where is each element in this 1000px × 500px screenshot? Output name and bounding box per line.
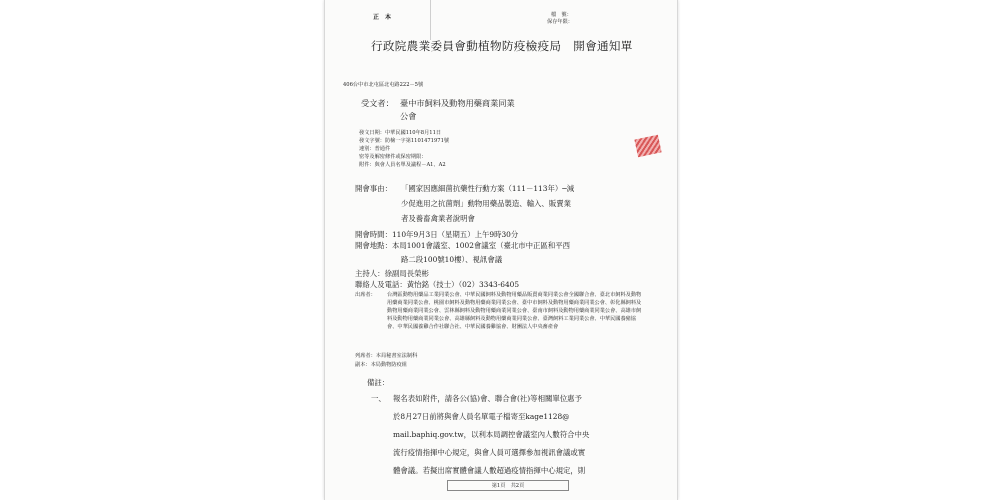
document-number: 發文字號：防檢一字第1101471971號 [359,138,450,144]
issue-date: 發文日期：中華民國110年8月11日 [359,130,442,136]
meeting-reason-label: 開會事由： [355,184,392,193]
recipient-label: 受文者： [361,98,394,108]
copy-recipient: 副本：本局動物防疫組 [355,362,407,368]
notes-line: 於8月27日前將與會人員名單電子檔寄至kage1128@ [393,412,570,421]
address: 406台中市北屯區北屯路222－5號 [343,82,424,88]
contact-person: 聯絡人及電話：黃怡銘（技士）（02）3343-6405 [355,280,520,289]
speed-class: 速別：普通件 [359,146,391,152]
notes-line: 體會議。若擬出席實體會議人數超過疫情指揮中心規定，則 [393,466,586,475]
file-no-label: 檔 號： [551,12,572,18]
notes-label: 備註： [367,378,390,387]
document-title: 行政院農業委員會動植物防疫檢疫局 開會通知單 [371,39,633,53]
attachment-note: 附件：與會人員名單及議程－A1、A2 [359,162,446,168]
meeting-reason-line: 「國家因應細菌抗藥性行動方案（111－113年）─減 [401,184,575,193]
meeting-place-line: 開會地點：本局1001會議室、1002會議室（臺北市中正區和平西 [355,241,570,250]
notes-line: 報名表如附件，請各公(協)會、聯合會(社)等相關單位惠予 [393,394,582,403]
attendees-list: 台灣區動物用藥品工業同業公會、中華民國飼料及動物用藥品販賣商業同業公會全國聯合會、臺北市飼料及動物用藥商業同業公會、桃園市飼料及動物用藥商業同業公會、臺中市飼料及動物用藥商業同業公會、彰化縣飼料及動物用藥商業同業公會、雲林縣飼料及動物用藥商業同業公會、臺南市飼料及動物用藥商業同業公會、高雄市飼料及動物用藥商業同業公會、高雄縣飼料及動物用藥商業同業公會、臺灣飼料工業同業公會、中華民國養豬協會、中華民國養雞合作社聯合社、中華民國養雞協會、財團法人中央畜產會 [387,292,642,331]
meeting-chair: 主持人：徐副局長榮彬 [355,269,429,278]
meeting-reason-line: 少促進用之抗菌劑」動物用藥品製造、輸入、販賣業 [401,199,571,208]
meeting-place-line: 路二段100號10樓）、視訊會議 [401,255,503,264]
meeting-reason-line: 者及養畜禽業者說明會 [401,214,475,223]
notes-line: mail.baphiq.gov.tw，以利本局調控會議室內人數符合中央 [393,430,590,439]
recipient-line2: 公會 [400,111,417,121]
recipient-line1: 臺中市飼料及動物用藥商業同業 [400,98,515,108]
page-number: 第1頁 共2頁 [447,480,569,491]
red-seal-stamp [634,135,661,158]
attendees-label: 出席者： [355,292,376,298]
meeting-time: 開會時間：110年9月3日（星期五）上午9時30分 [355,230,519,239]
retention-label: 保存年限： [547,19,573,25]
secrecy-class: 密等及解密條件或保密期限： [359,154,427,160]
fold-line [430,0,431,40]
notes-item-number: 一、 [371,394,386,403]
copy-label: 正 本 [373,14,392,21]
notes-line: 流行疫情指揮中心規定，與會人員可選擇參加視訊會議或實 [393,448,586,457]
document-page [324,0,678,500]
observers: 列席者：本局秘書室法制科 [355,353,418,359]
